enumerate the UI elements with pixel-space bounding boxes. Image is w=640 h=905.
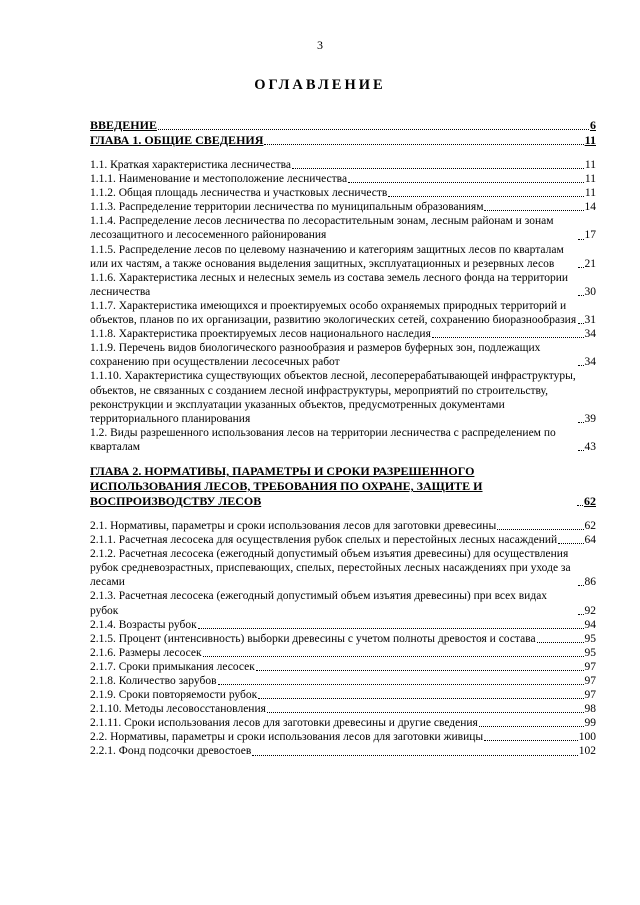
toc-entry-text: 2.1.10. Методы лесовосстановления	[90, 703, 266, 716]
toc-entry-text: 2.1.3. Расчетная лесосека (ежегодный допустимый объем изъятия древесины) при всех видах рубок	[90, 590, 548, 617]
toc-entry-text: 1.1.8. Характеристика проектируемых лесов национального наследия	[90, 328, 431, 341]
dot-leader	[578, 585, 584, 586]
toc-entry[interactable]	[90, 172, 596, 186]
toc-entry[interactable]	[90, 660, 596, 674]
dot-leader	[252, 755, 577, 756]
dot-leader	[578, 450, 584, 451]
toc-entry[interactable]	[90, 214, 596, 242]
dot-leader	[258, 698, 583, 699]
toc-entry-text: 2.1. Нормативы, параметры и сроки использования лесов для заготовки древесины	[90, 519, 497, 532]
toc-entry[interactable]	[90, 702, 596, 716]
dot-leader	[497, 529, 583, 530]
toc-entry-text: 2.1.4. Возрасты рубок	[90, 618, 197, 631]
toc-entry-page: 98	[584, 703, 596, 716]
toc-entry-text: 2.1.5. Процент (интенсивность) выборки древесины с учетом полноты древостоя и состава	[90, 632, 536, 645]
dot-leader	[578, 295, 584, 296]
toc-entry-text: 1.1.3. Распределение территории лесничества по муниципальным образованиям	[90, 201, 484, 214]
toc-entry[interactable]	[90, 744, 596, 758]
toc-entry-text: 1.1.7. Характеристика имеющихся и проектируемых особо охраняемых природных территорий и объектов, планов по их организации, развитию экологических сетей, сохранению биоразнообразия	[90, 299, 577, 327]
toc-entry-page: 11	[584, 187, 596, 200]
toc-entry[interactable]	[90, 271, 596, 299]
dot-leader	[577, 505, 583, 506]
toc-entry-text: 1.1.6. Характеристика лесных и нелесных земель из состава земель лесного фонда на территории лесничества	[90, 271, 569, 298]
toc-entry-text: ВВЕДЕНИЕ	[90, 118, 157, 132]
toc-entry[interactable]	[90, 186, 596, 200]
toc-entry-text: 2.1.8. Количество зарубов	[90, 675, 217, 687]
toc-entry-text: ГЛАВА 1. ОБЩИЕ СВЕДЕНИЯ	[90, 133, 264, 147]
toc-entry-page: 95	[584, 646, 596, 659]
dot-leader	[158, 129, 589, 130]
toc-entry[interactable]	[90, 618, 596, 632]
toc-entry-text: 2.1.6. Размеры лесосек	[90, 646, 202, 659]
toc-entry-text: 2.1.1. Расчетная лесосека для осуществления рубок спелых и перестойных лесных насаждений	[90, 534, 558, 547]
toc-entry-page: 34	[584, 356, 596, 369]
dot-leader	[578, 614, 584, 615]
toc-entry-text: 2.2.1. Фонд подсочки древостоев	[90, 745, 252, 758]
dot-leader	[578, 365, 584, 366]
dot-leader	[484, 210, 583, 211]
table-of-contents	[90, 118, 596, 759]
toc-entry-text: 1.1.2. Общая площадь лесничества и участковых лесничеств	[90, 187, 388, 200]
dot-leader	[348, 182, 584, 183]
toc-entry-page: 31	[584, 314, 596, 327]
toc-entry[interactable]	[90, 327, 596, 341]
toc-entry[interactable]	[90, 589, 596, 617]
toc-entry-page: 100	[578, 731, 596, 744]
toc-entry-text: 2.2. Нормативы, параметры и сроки использования лесов для заготовки живицы	[90, 731, 484, 744]
toc-entry-page: 11	[584, 133, 596, 147]
page-number: 3	[317, 38, 323, 52]
toc-entry-text: 1.1.10. Характеристика существующих объектов лесной, лесоперерабатывающей инфраструктуры, объектов, не связанных с созданием лесной инфраструктуры, мероприятий по строительству, реконструкции и эксплуатации указанных объектов, предусмотренных документами территориального планирования	[90, 370, 576, 425]
dot-leader	[267, 712, 584, 713]
dot-leader	[484, 740, 578, 741]
toc-entry-page: 6	[590, 118, 596, 132]
dot-leader	[578, 267, 584, 268]
toc-entry[interactable]	[90, 299, 596, 327]
toc-entry-page: 94	[584, 618, 596, 631]
toc-entry-page: 17	[584, 229, 596, 242]
toc-entry-page: 30	[584, 285, 596, 298]
dot-leader	[198, 628, 584, 629]
toc-entry[interactable]	[90, 688, 596, 702]
toc-entry[interactable]	[90, 243, 596, 271]
toc-entry-page: 92	[584, 604, 596, 617]
toc-entry-text: 1.1.1. Наименование и местоположение лесничества	[90, 173, 348, 186]
dot-leader	[218, 684, 584, 685]
toc-entry-text: 1.2. Виды разрешенного использования лесов на территории лесничества с распределением по кварталам	[90, 426, 556, 453]
toc-entry-text: 1.1.9. Перечень видов биологического разнообразия и размеров буферных зон, подлежащих сохранению при осуществлении лесосечных работ	[90, 342, 541, 369]
toc-entry-page: 14	[584, 201, 596, 214]
dot-leader	[292, 168, 584, 169]
toc-entry-page: 97	[584, 675, 596, 687]
toc-entry-text: 2.1.11. Сроки использования лесов для заготовки древесины и другие сведения	[90, 717, 478, 730]
toc-entry[interactable]	[90, 426, 596, 454]
toc-chapter-entry[interactable]	[90, 118, 596, 133]
toc-entry-text: ГЛАВА 2. НОРМАТИВЫ, ПАРАМЕТРЫ И СРОКИ РАЗРЕШЕННОГО ИСПОЛЬЗОВАНИЯ ЛЕСОВ, ТРЕБОВАНИЯ ПО ОХРАНЕ, ЗАЩИТЕ И ВОСПРОИЗВОДСТВУ ЛЕСОВ	[90, 463, 483, 508]
toc-entry-page: 62	[584, 519, 596, 532]
toc-entry[interactable]	[90, 533, 596, 547]
dot-leader	[537, 642, 584, 643]
toc-chapter-entry[interactable]	[90, 464, 596, 509]
toc-entry[interactable]	[90, 158, 596, 172]
dot-leader	[264, 144, 583, 145]
toc-entry-text: 1.1.4. Распределение лесов лесничества по лесорастительным зонам, лесным районам и зонам лесозащитного и лесосеменного районирования	[90, 215, 554, 242]
toc-entry[interactable]	[90, 200, 596, 214]
toc-entry-text: 2.1.9. Сроки повторяемости рубок	[90, 689, 258, 702]
toc-entry-page: 11	[584, 159, 596, 171]
dot-leader	[578, 323, 584, 324]
toc-entry-page: 99	[584, 717, 596, 730]
toc-entry[interactable]	[90, 646, 596, 660]
toc-entry-page: 97	[584, 660, 596, 673]
toc-entry-text: 2.1.2. Расчетная лесосека (ежегодный допустимый объем изъятия древесины) для осуществления рубок средневозрастных, приспевающих, спелых, перестойных лесных насаждениях при уходе за лесами	[90, 548, 571, 589]
toc-entry-page: 43	[584, 440, 596, 453]
toc-entry-page: 95	[584, 632, 596, 645]
dot-leader	[256, 670, 584, 671]
toc-entry[interactable]	[90, 369, 596, 425]
toc-entry[interactable]	[90, 547, 596, 589]
toc-chapter-entry[interactable]	[90, 133, 596, 148]
toc-entry-page: 62	[584, 493, 596, 508]
dot-leader	[578, 239, 584, 240]
toc-entry-page: 64	[584, 534, 596, 547]
toc-entry[interactable]	[90, 730, 596, 744]
toc-entry-page: 11	[584, 173, 596, 186]
dot-leader	[203, 656, 584, 657]
dot-leader	[578, 422, 584, 423]
toc-title: ОГЛАВЛЕНИЕ	[254, 77, 386, 93]
toc-entry-page: 34	[584, 328, 596, 341]
toc-entry-page: 102	[578, 745, 596, 758]
toc-entry-text: 2.1.7. Сроки примыкания лесосек	[90, 660, 255, 673]
dot-leader	[558, 543, 583, 544]
toc-entry-text: 1.1.5. Распределение лесов по целевому назначению и категориям защитных лесов по кварталам или их частям, а также основания выделения защитных, эксплуатационных и резервных лесов	[90, 243, 564, 270]
toc-entry-page: 86	[584, 576, 596, 589]
dot-leader	[432, 337, 584, 338]
toc-entry[interactable]	[90, 341, 596, 369]
toc-entry-text: 1.1. Краткая характеристика лесничества	[90, 159, 291, 171]
dot-leader	[479, 726, 584, 727]
toc-entry-page: 39	[584, 412, 596, 425]
toc-entry[interactable]	[90, 716, 596, 730]
dot-leader	[388, 196, 584, 197]
toc-entry-page: 97	[584, 689, 596, 702]
toc-entry[interactable]	[90, 674, 596, 688]
toc-entry-page: 21	[584, 257, 596, 270]
toc-entry[interactable]	[90, 519, 596, 533]
toc-entry[interactable]	[90, 632, 596, 646]
